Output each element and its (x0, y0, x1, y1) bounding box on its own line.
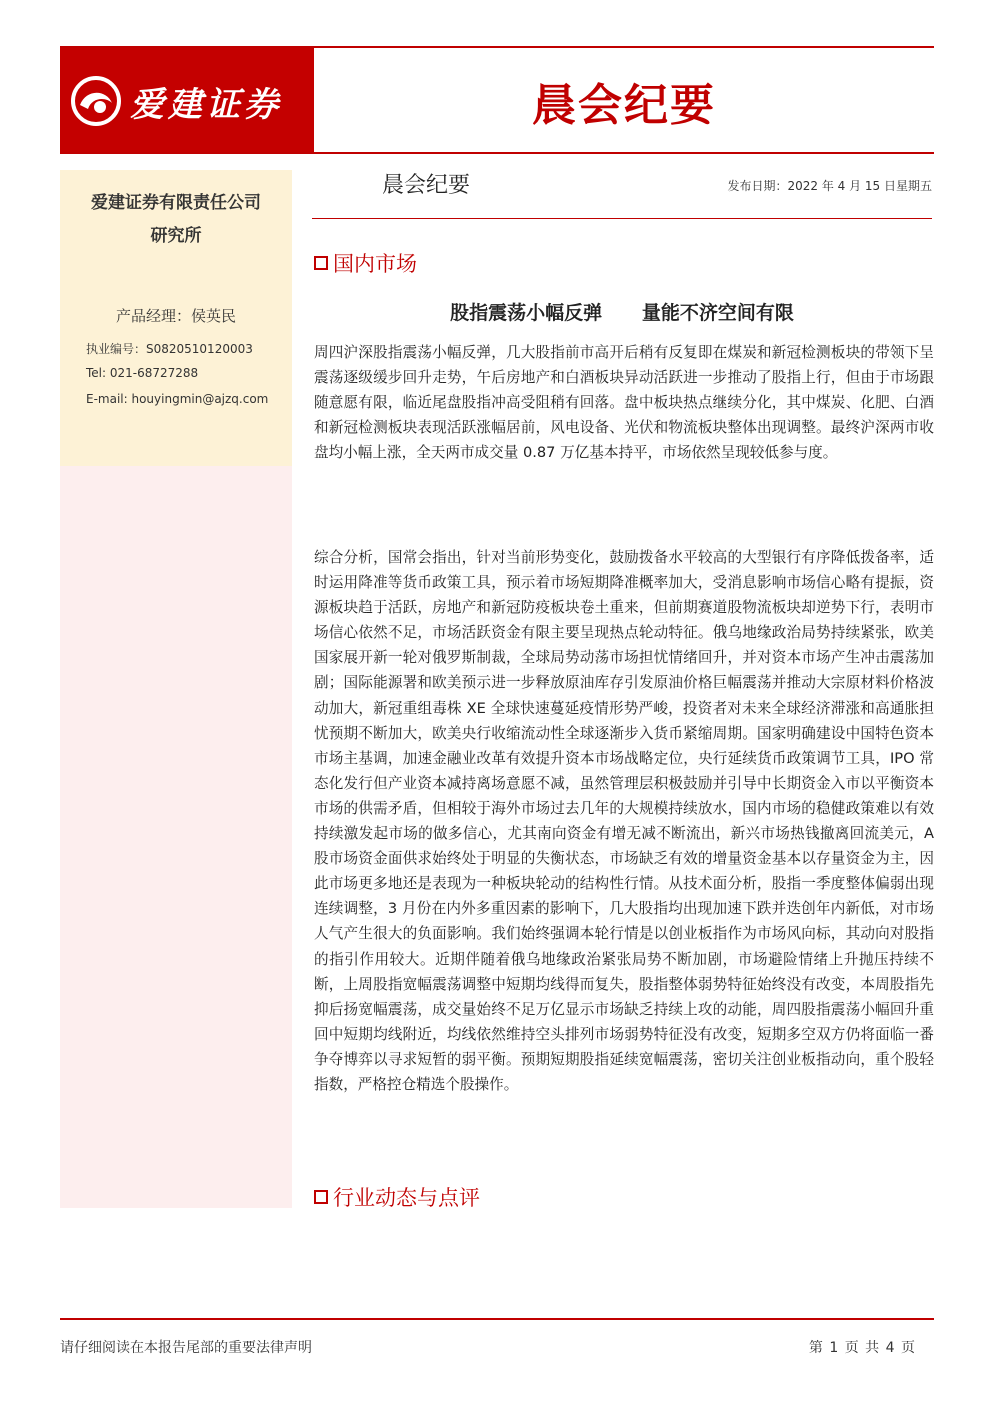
paragraph-market-summary: 周四沪深股指震荡小幅反弹，几大股指前市高开后稍有反复即在煤炭和新冠检测板块的带领下呈震荡逐级缓步回升走势，午后房地产和白酒板块异动活跃进一步推动了股指上行，但由于市场跟随意愿有限，临近尾盘股指冲高受阻稍有回落。盘中板块热点继续分化，其中煤炭、化肥、白酒和新冠检测板块表现活跃涨幅居前，风电设备、光伏和物流板块整体出现调整。最终沪深两市收盘均小幅上涨，全天两市成交量 0.87 万亿基本持平，市场依然呈现较低参与度。 (314, 344, 934, 462)
checkbox-square-icon (314, 1190, 328, 1204)
section-industry (314, 1182, 480, 1212)
paragraph-analysis: 综合分析，国常会指出，针对当前形势变化，鼓励拨备水平较高的大型银行有序降低拨备率，适时运用降准等货币政策工具，预示着市场短期降准概率加大，受消息影响市场信心略有提振，资源板块趋于活跃，房地产和新冠防疫板块卷土重来，但前期赛道股物流板块却逆势下行，表明市场信心依然不足，市场活跃资金有限主要呈现热点轮动特征。俄乌地缘政治局势持续紧张，欧美国家展开新一轮对俄罗斯制裁，全球局势动荡市场担忧情绪回升，并对资本市场产生冲击震荡加剧；国际能源署和欧美预示进一步释放原油库存引发原油价格巨幅震荡并推动大宗原材料价格波动加大，新冠重组毒株 XE 全球快速蔓延疫情形势严峻，投资者对未来全球经济滞涨和高通胀担忧预期不断加大，欧美央行收缩流动性全球逐渐步入货币紧缩周期。国家明确建设中国特色资本市场主基调，加速金融业改革有效提升资本市场战略定位，央行延续货币政策调节工具，IPO 常态化发行但产业资本减持离场意愿不减，虽然管理层积极鼓励并引导中长期资金入市以平衡资本市场的供需矛盾，但相较于海外市场过去几年的大规模持续放水，国内市场的稳健政策难以有效持续激发起市场的做多信心，尤其南向资金有增无减不断流出，新兴市场热钱撤离回流美元，A 股市场资金面供求始终处于明显的失衡状态，市场缺乏有效的增量资金基本以存量资金为主，因此市场更多地还是表现为一种板块轮动的结构性行情。从技术面分析，股指一季度整体偏弱出现连续调整，3 月份在内外多重因素的影响下，几大股指均出现加速下跌并迭创年内新低，对市场人气产生很大的负面影响。我们始终强调本轮行情是以创业板指作为市场风向标，其动向对股指的指引作用较大。近期伴随着俄乌地缘政治紧张局势不断加剧，市场避险情绪上升抛压持续不断，上周股指宽幅震荡调整中短期均线得而复失，股指整体弱势特征始终没有改变，本周股指先抑后扬宽幅震荡，成交量始终不足万亿显示市场缺乏持续上攻的动能，周四股指震荡小幅回升重回中短期均线附近，均线依然维持空头排列市场弱势特征没有改变，短期多空双方仍将面临一番争夺博弈以寻求短暂的弱平衡。预期短期股指延续宽幅震荡，密切关注创业板指动向，重个股轻指数，严格控仓精选个股操作。 (314, 549, 934, 1093)
checkbox-square-icon (314, 256, 328, 270)
doc-title: 晨会纪要 (382, 173, 471, 198)
company-name: 爱建证券有限责任公司 (91, 193, 261, 213)
brand-name: 爱建证券 (130, 84, 282, 125)
page-number: 第 1 页 共 4 页 (808, 1340, 916, 1356)
header-rule (60, 152, 934, 154)
license-number: 执业编号：S0820510120003 (86, 342, 253, 356)
email[interactable]: E-mail: houyingmin@ajzq.com (86, 392, 269, 406)
sidebar-info-panel (60, 170, 292, 466)
header-title-area (314, 48, 934, 154)
page-title: 晨会纪要 (532, 80, 716, 131)
section-domestic-market (314, 248, 417, 278)
footer-rule (60, 1318, 934, 1320)
telephone: Tel: 021-68727288 (86, 366, 199, 380)
sub-rule (312, 218, 932, 219)
institute-name: 研究所 (150, 226, 202, 246)
publish-date: 发布日期：2022 年 4 月 15 日星期五 (727, 179, 932, 193)
product-manager: 产品经理：侯英民 (115, 307, 236, 325)
sidebar-lower-panel (60, 466, 292, 1208)
legal-notice: 请仔细阅读在本报告尾部的重要法律声明 (60, 1340, 312, 1356)
section-domestic-label: 国内市场 (333, 252, 417, 276)
section-industry-label: 行业动态与点评 (333, 1186, 480, 1210)
headline: 股指震荡小幅反弹 量能不济空间有限 (450, 302, 794, 324)
brand-logo (60, 48, 314, 154)
brand-logo-icon (70, 75, 122, 127)
